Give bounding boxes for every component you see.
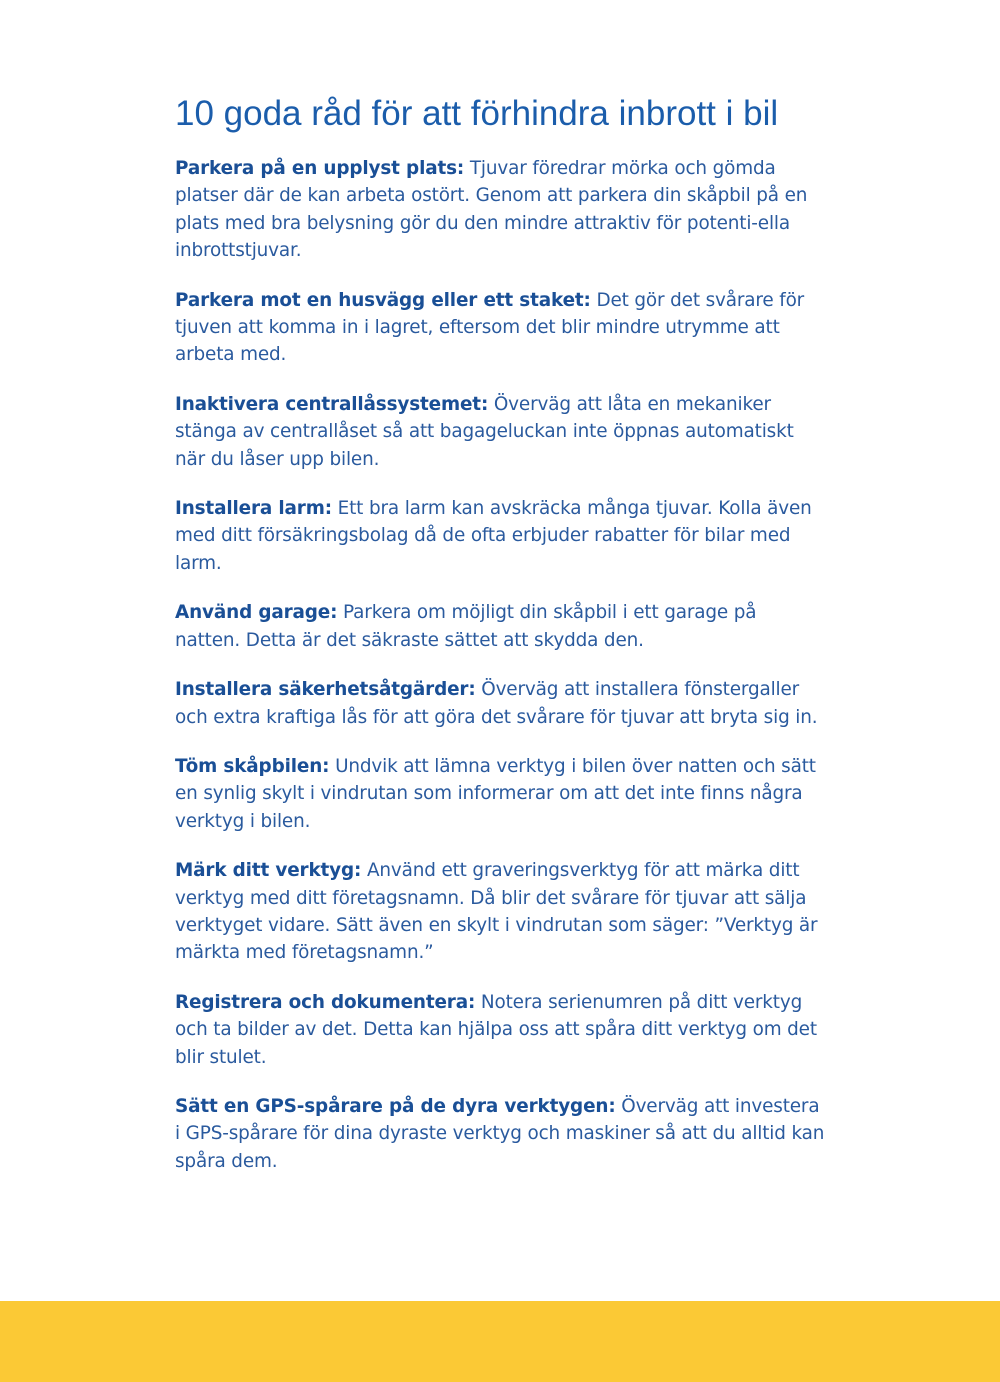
tip-text: Undvik att lämna verktyg i bilen över natten och sätt en synlig skylt i vindrutan som informerar om att det inte finns några verktyg i bilen.: [175, 755, 816, 832]
tip-text: Använd ett graveringsverktyg för att märka ditt verktyg med ditt företagsnamn. Då blir det svårare för tjuvar att sälja verktyget vidare. Sätt även en skylt i vindrutan som säger: ”Verktyg är märkta med företagsnamn.”: [175, 860, 818, 964]
tip-item: [175, 155, 825, 265]
tip-item: [175, 1093, 825, 1175]
tip-text: Parkera om möjligt din skåpbil i ett garage på natten. Detta är det säkraste sättet att skydda den.: [175, 602, 757, 651]
tip-item: [175, 599, 825, 654]
footer-bar: [0, 1301, 1000, 1382]
tip-item: [175, 391, 825, 473]
tip-heading: Parkera mot en husvägg eller ett staket:: [175, 289, 591, 311]
tip-heading: Töm skåpbilen:: [175, 755, 330, 777]
tip-text: Det gör det svårare för tjuven att komma in i lagret, eftersom det blir mindre utrymme att arbeta med.: [175, 289, 805, 366]
tip-text: Tjuvar föredrar mörka och gömda platser där de kan arbeta ostört. Genom att parkera din skåpbil på en plats med bra belysning gör du den mindre attraktiv för potenti-ella inbrottstjuvar.: [175, 158, 808, 262]
tip-item: [175, 676, 825, 731]
tip-heading: Parkera på en upplyst plats:: [175, 158, 465, 179]
tip-text: Överväg att låta en mekaniker stänga av centrallåset så att bagageluckan inte öppnas automatiskt när du låser upp bilen.: [175, 393, 794, 470]
tip-text: Ett bra larm kan avskräcka många tjuvar. Kolla även med ditt försäkringsbolag då de ofta erbjuder rabatter för bilar med larm.: [175, 498, 812, 574]
tip-item: [175, 287, 825, 369]
page-title: 10 goda råd för att förhindra inbrott i bil: [175, 94, 779, 133]
tip-text: Notera serienumren på ditt verktyg och ta bilder av det. Detta kan hjälpa oss att spåra ditt verktyg om det blir stulet.: [175, 991, 817, 1068]
tip-text: Överväg att installera fönstergaller och extra kraftiga lås för att göra det svårare för tjuvar att bryta sig in.: [175, 679, 818, 728]
tip-heading: Installera larm:: [175, 498, 332, 520]
tip-heading: Inaktivera centrallåssystemet:: [175, 393, 489, 415]
tip-item: [175, 753, 825, 835]
tip-heading: Installera säkerhetsåtgärder:: [175, 679, 476, 701]
tip-item: [175, 857, 825, 967]
tip-heading: Märk ditt verktyg:: [175, 860, 362, 882]
tip-text: Överväg att investera i GPS-spårare för dina dyraste verktyg och maskiner så att du alltid kan spåra dem.: [175, 1095, 825, 1172]
tip-item: [175, 495, 825, 577]
tip-heading: Registrera och dokumentera:: [175, 991, 476, 1013]
tip-heading: Använd garage:: [175, 602, 338, 624]
tip-item: [175, 989, 825, 1071]
tips-list: [175, 155, 825, 1197]
tip-heading: Sätt en GPS-spårare på de dyra verktygen:: [175, 1095, 616, 1117]
